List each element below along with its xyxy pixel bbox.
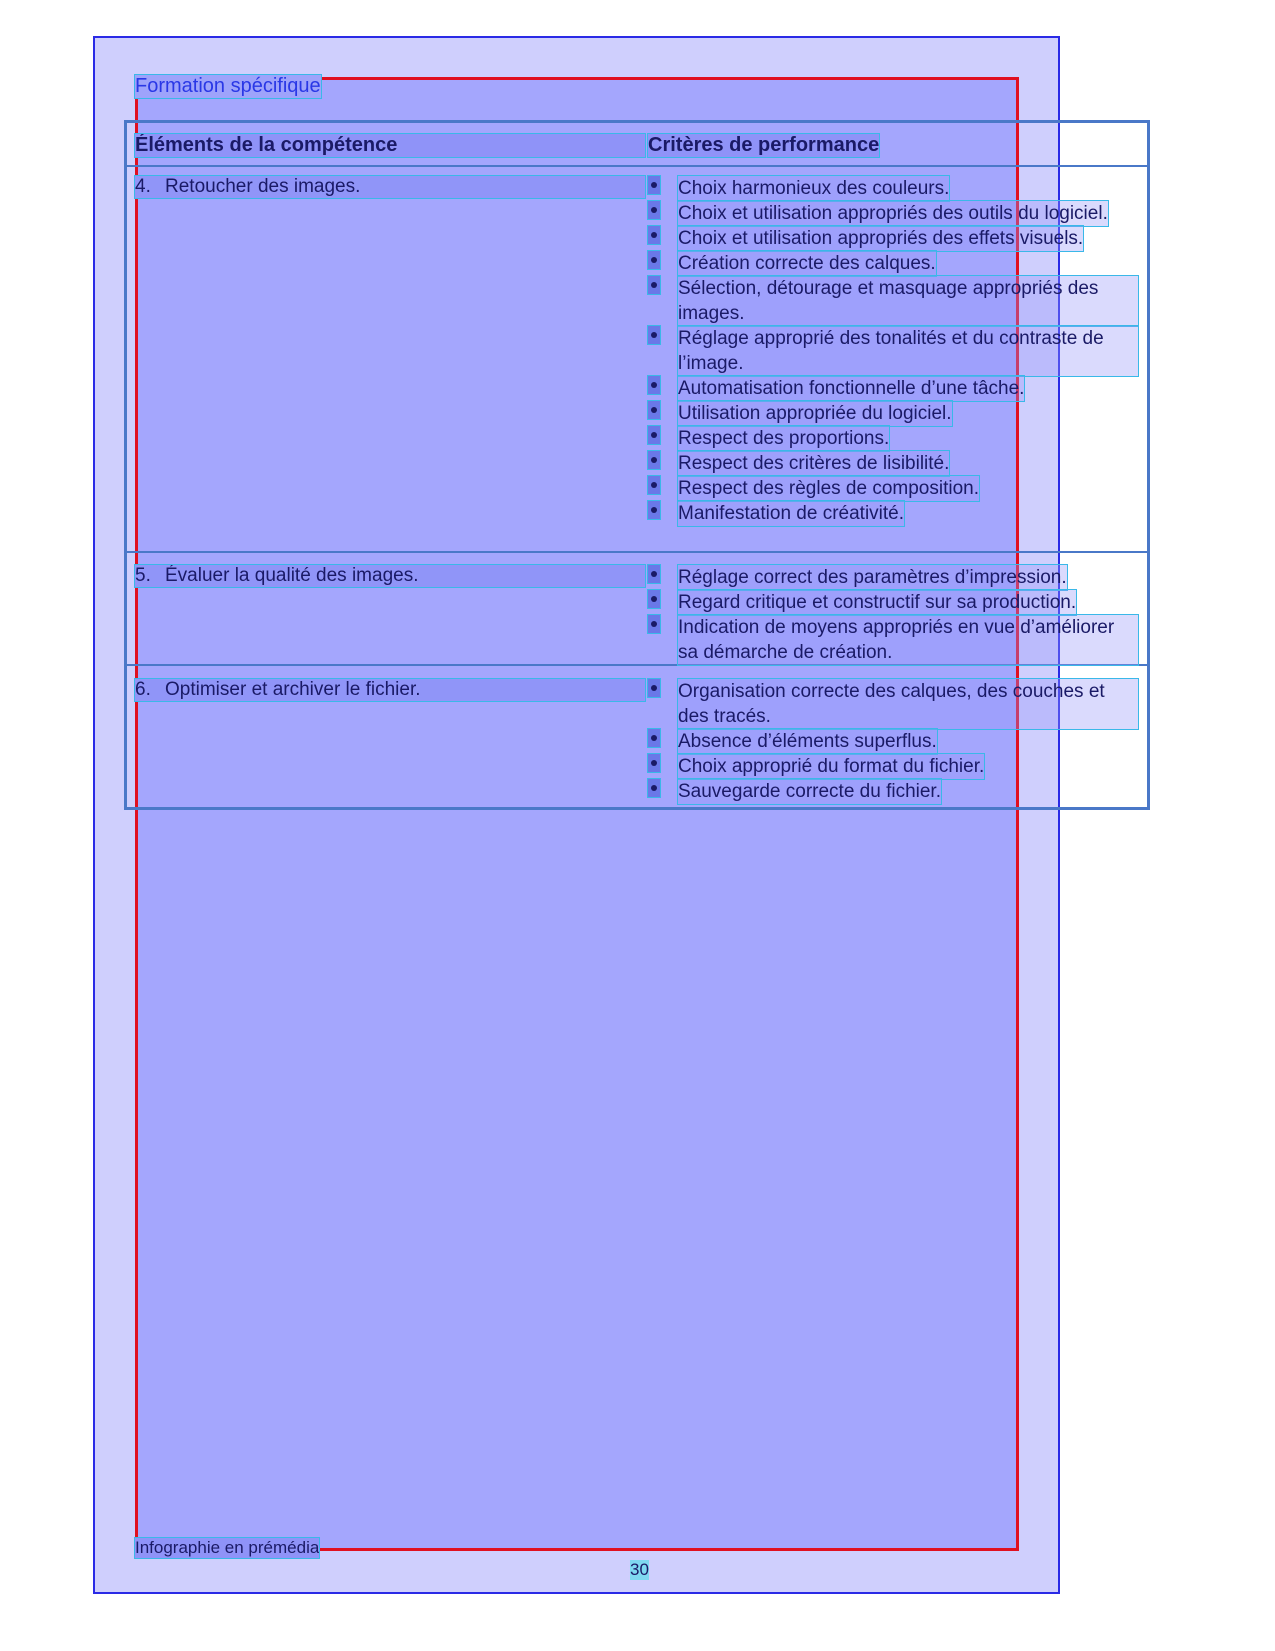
element-text: Retoucher des images. [165, 176, 361, 197]
bullet-icon [648, 679, 660, 697]
criterion-item: Absence d’éléments superflus. [648, 729, 1138, 754]
bullet-icon [648, 426, 660, 444]
bullet-icon [648, 276, 660, 294]
element-number: 4. [135, 176, 151, 197]
criterion-item: Choix harmonieux des couleurs. [648, 176, 1138, 201]
bullet-icon [648, 451, 660, 469]
criterion-item: Manifestation de créativité. [648, 501, 1138, 526]
bullet-icon [648, 251, 660, 269]
criterion-item: Respect des proportions. [648, 426, 1138, 451]
criteria-list [648, 565, 1138, 665]
footer-program: Infographie en prémédia [135, 1538, 320, 1557]
criteria-list [648, 679, 1138, 804]
bullet-icon [648, 476, 660, 494]
element-text: Optimiser et archiver le fichier. [165, 679, 421, 700]
criterion-item: Utilisation appropriée du logiciel. [648, 401, 1138, 426]
bullet-icon [648, 401, 660, 419]
competence-element [135, 565, 645, 587]
bullet-icon [648, 615, 660, 633]
competence-element [135, 176, 645, 198]
criterion-item: Automatisation fonctionnelle d’une tâche. [648, 376, 1138, 401]
bullet-icon [648, 326, 660, 344]
criteria-list [648, 176, 1138, 526]
column-header-criteria: Critères de performance [648, 134, 880, 156]
competence-element [135, 679, 645, 701]
criterion-item: Choix et utilisation appropriés des outils du logiciel. [648, 201, 1138, 226]
element-number: 6. [135, 679, 151, 700]
section-title: Formation spécifique [135, 75, 321, 97]
criterion-item: Organisation correcte des calques, des couches et des tracés. [648, 679, 1138, 729]
page-number: 30 [630, 1560, 649, 1579]
criterion-item: Réglage approprié des tonalités et du contraste de l’image. [648, 326, 1138, 376]
bullet-icon [648, 729, 660, 747]
row-divider [124, 551, 1150, 553]
criterion-item: Réglage correct des paramètres d’impression. [648, 565, 1138, 590]
bullet-icon [648, 754, 660, 772]
criterion-item: Création correcte des calques. [648, 251, 1138, 276]
element-number: 5. [135, 565, 151, 586]
bullet-icon [648, 779, 660, 797]
bullet-icon [648, 501, 660, 519]
criterion-item: Choix et utilisation appropriés des effets visuels. [648, 226, 1138, 251]
bullet-icon [648, 376, 660, 394]
bullet-icon [648, 590, 660, 608]
criterion-item: Respect des critères de lisibilité. [648, 451, 1138, 476]
bullet-icon [648, 176, 660, 194]
criterion-item: Regard critique et constructif sur sa production. [648, 590, 1138, 615]
bullet-icon [648, 201, 660, 219]
element-text: Évaluer la qualité des images. [165, 565, 419, 586]
bullet-icon [648, 226, 660, 244]
criterion-item: Sauvegarde correcte du fichier. [648, 779, 1138, 804]
criterion-item: Indication de moyens appropriés en vue d’améliorer sa démarche de création. [648, 615, 1138, 665]
bullet-icon [648, 565, 660, 583]
criterion-item: Choix approprié du format du fichier. [648, 754, 1138, 779]
header-divider [124, 165, 1150, 167]
criterion-item: Respect des règles de composition. [648, 476, 1138, 501]
column-header-elements: Éléments de la compétence [135, 134, 645, 157]
criterion-item: Sélection, détourage et masquage appropriés des images. [648, 276, 1138, 326]
